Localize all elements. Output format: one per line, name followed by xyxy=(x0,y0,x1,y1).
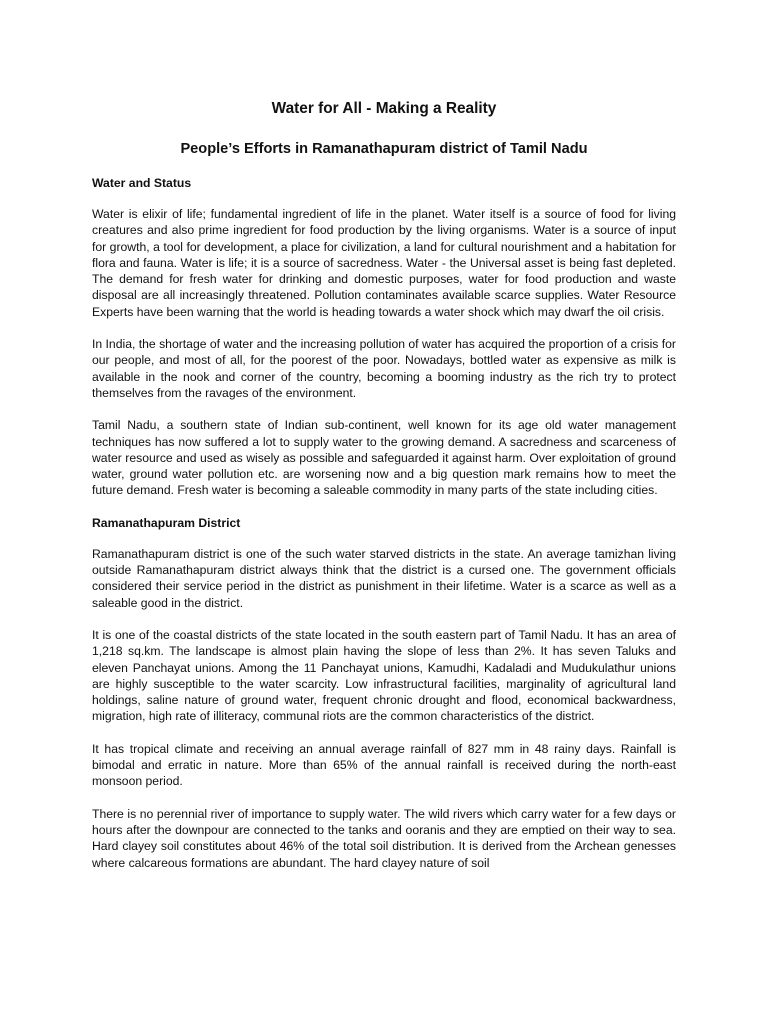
paragraph-water-starved: Ramanathapuram district is one of the such water starved districts in the state. An average tamizhan living outside Ramanathapuram district always think that the district is a cursed one. The government officials considered their service period in the district as punishment in their lifetime. Water is a scarce as well as a saleable good in the district. xyxy=(92,546,676,610)
paragraph-rivers-soil: There is no perennial river of importance to supply water. The wild rivers which carry water for a few days or hours after the downpour are connected to the tanks and ooranis and they are emptied on their way to sea. Hard clayey soil constitutes about 46% of the total soil distribution. It is derived from the Archean genesses where calcareous formations are abundant. The hard clayey nature of soil xyxy=(92,806,676,870)
document-title: Water for All - Making a Reality xyxy=(271,100,497,117)
section-heading-ramanathapuram-district: Ramanathapuram District xyxy=(92,515,241,530)
document-subtitle: People’s Efforts in Ramanathapuram district of Tamil Nadu xyxy=(180,141,588,157)
paragraph-coastal-district: It is one of the coastal districts of the state located in the south eastern part of Tamil Nadu. It has an area of 1,218 sq.km. The landscape is almost plain having the slope of less than 2%. It has seven Taluks and eleven Panchayat unions. Among the 11 Panchayat unions, Kamudhi, Kadaladi and Mudukulathur unions are highly susceptible to the water scarcity. Low infrastructural facilities, marginality of agricultural land holdings, saline nature of ground water, frequent chronic drought and flood, economical backwardness, migration, high rate of illiteracy, communal riots are the common characteristics of the district. xyxy=(92,627,676,724)
document-body xyxy=(92,98,676,871)
paragraph-india-shortage: In India, the shortage of water and the increasing pollution of water has acquired the proportion of a crisis for our people, and most of all, for the poorest of the poor. Nowadays, bottled water as expensive as milk is available in the nook and corner of the country, becoming a booming industry as the rich try to protect themselves from the ravages of the environment. xyxy=(92,337,676,400)
paragraph-climate-rainfall: It has tropical climate and receiving an annual average rainfall of 827 mm in 48 rainy days. Rainfall is bimodal and erratic in nature. More than 65% of the annual rainfall is received during the north-east monsoon period. xyxy=(92,741,676,789)
section-heading-water-and-status: Water and Status xyxy=(92,176,192,190)
paragraph-tamil-nadu: Tamil Nadu, a southern state of Indian sub-continent, well known for its age old water management techniques has now suffered a lot to supply water to the growing demand. A sacredness and scarceness of water resource and used as wisely as possible and safeguarded it against harm. Over exploitation of ground water, ground water pollution etc. are worsening now and a big question mark remains how to meet the future demand. Fresh water is becoming a saleable commodity in many parts of the state including cities. xyxy=(92,418,676,498)
paragraph-water-elixir: Water is elixir of life; fundamental ingredient of life in the planet. Water itself is a source of food for living creatures and also prime ingredient for food production by the living organisms. Water is a source of input for growth, a tool for development, a place for civilization, a land for cultural nourishment and a habitation for flora and fauna. Water is life; it is a source of sacredness. Water - the Universal asset is being fast depleted. The demand for fresh water for drinking and domestic purposes, water for food production and waste disposal are all increasingly threatened. Pollution contaminates available scarce supplies. Water Resource Experts have been warning that the world is heading towards a water shock which may dwarf the oil crisis. xyxy=(92,207,676,319)
